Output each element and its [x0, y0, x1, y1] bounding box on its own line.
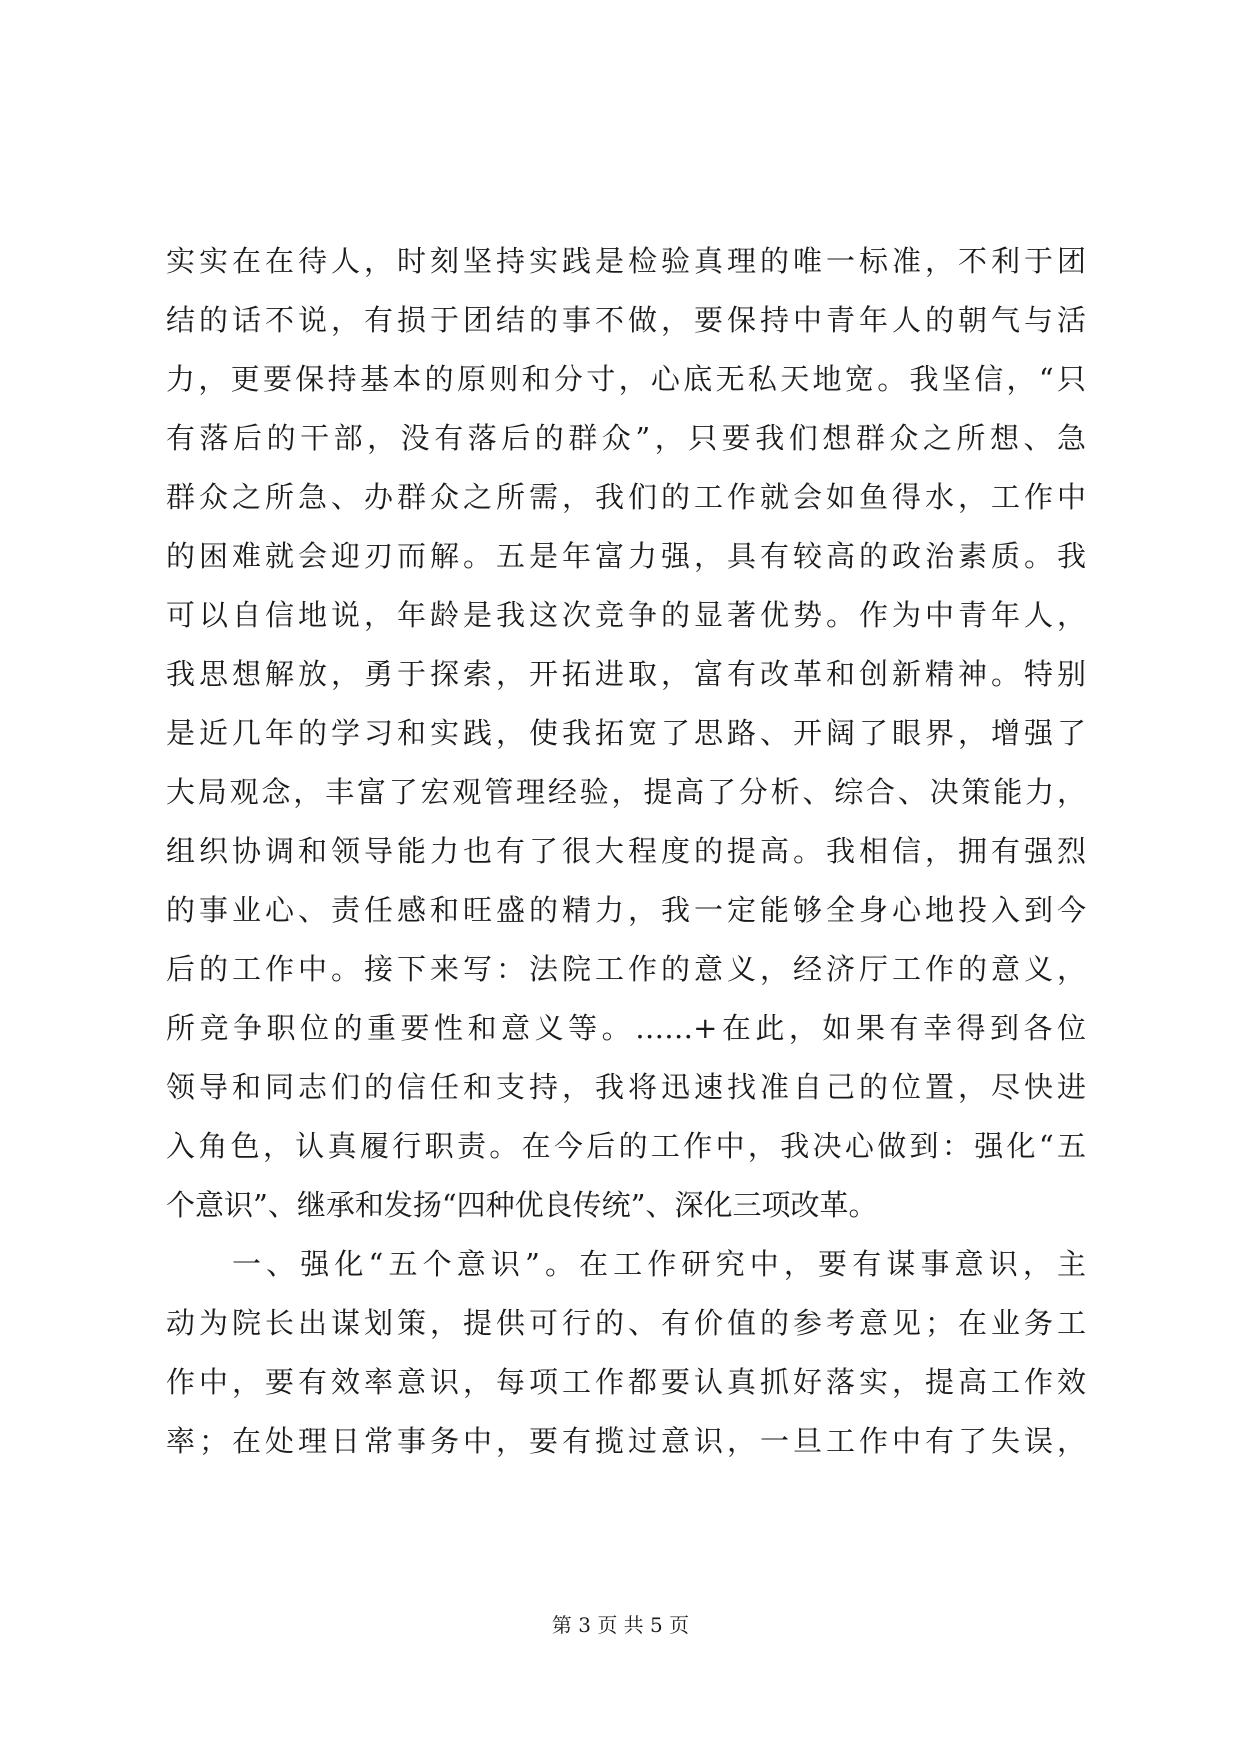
text-line: 个意识”、继承和发扬“四种优良传统”、深化三项改革。: [166, 1188, 878, 1222]
text-line: 入角色，认真履行职责。在今后的工作中，我决心做到：强化“五: [166, 1129, 1086, 1163]
text-line: 后的工作中。接下来写：法院工作的意义，经济厅工作的意义，: [166, 952, 1086, 986]
body-text: [166, 232, 1086, 1471]
text-line: 是近几年的学习和实践，使我拓宽了思路、开阔了眼界，增强了: [166, 716, 1086, 750]
text-line: 可以自信地说，年龄是我这次竞争的显著优势。作为中青年人，: [166, 598, 1086, 632]
text-line: 大局观念，丰富了宏观管理经验，提高了分析、综合、决策能力，: [166, 775, 1086, 809]
text-line: 结的话不说，有损于团结的事不做，要保持中青年人的朝气与活: [166, 303, 1086, 337]
text-line: 的困难就会迎刃而解。五是年富力强，具有较高的政治素质。我: [166, 539, 1086, 573]
text-line: 作中，要有效率意识，每项工作都要认真抓好落实，提高工作效: [166, 1365, 1086, 1399]
text-line: 所竞争职位的重要性和意义等。……+在此，如果有幸得到各位: [166, 1011, 1086, 1045]
text-line: 领导和同志们的信任和支持，我将迅速找准自己的位置，尽快进: [166, 1070, 1086, 1104]
paragraph-start-line: 一、强化“五个意识”。在工作研究中，要有谋事意识，主: [232, 1247, 1086, 1281]
text-line: 群众之所急、办群众之所需，我们的工作就会如鱼得水，工作中: [166, 480, 1086, 514]
page-number-footer: 第 3 页 共 5 页: [551, 1613, 690, 1637]
text-line: 有落后的干部，没有落后的群众”，只要我们想群众之所想、急: [166, 421, 1086, 455]
text-line: 我思想解放，勇于探索，开拓进取，富有改革和创新精神。特别: [166, 657, 1086, 691]
text-line: 动为院长出谋划策，提供可行的、有价值的参考意见；在业务工: [166, 1306, 1086, 1340]
text-line: 实实在在待人，时刻坚持实践是检验真理的唯一标准，不利于团: [166, 244, 1086, 278]
text-line: 的事业心、责任感和旺盛的精力，我一定能够全身心地投入到今: [166, 893, 1086, 927]
text-line: 力，更要保持基本的原则和分寸，心底无私天地宽。我坚信，“只: [166, 362, 1086, 396]
text-line: 组织协调和领导能力也有了很大程度的提高。我相信，拥有强烈: [166, 834, 1086, 868]
text-line: 率；在处理日常事务中，要有揽过意识，一旦工作中有了失误，: [166, 1424, 1086, 1458]
